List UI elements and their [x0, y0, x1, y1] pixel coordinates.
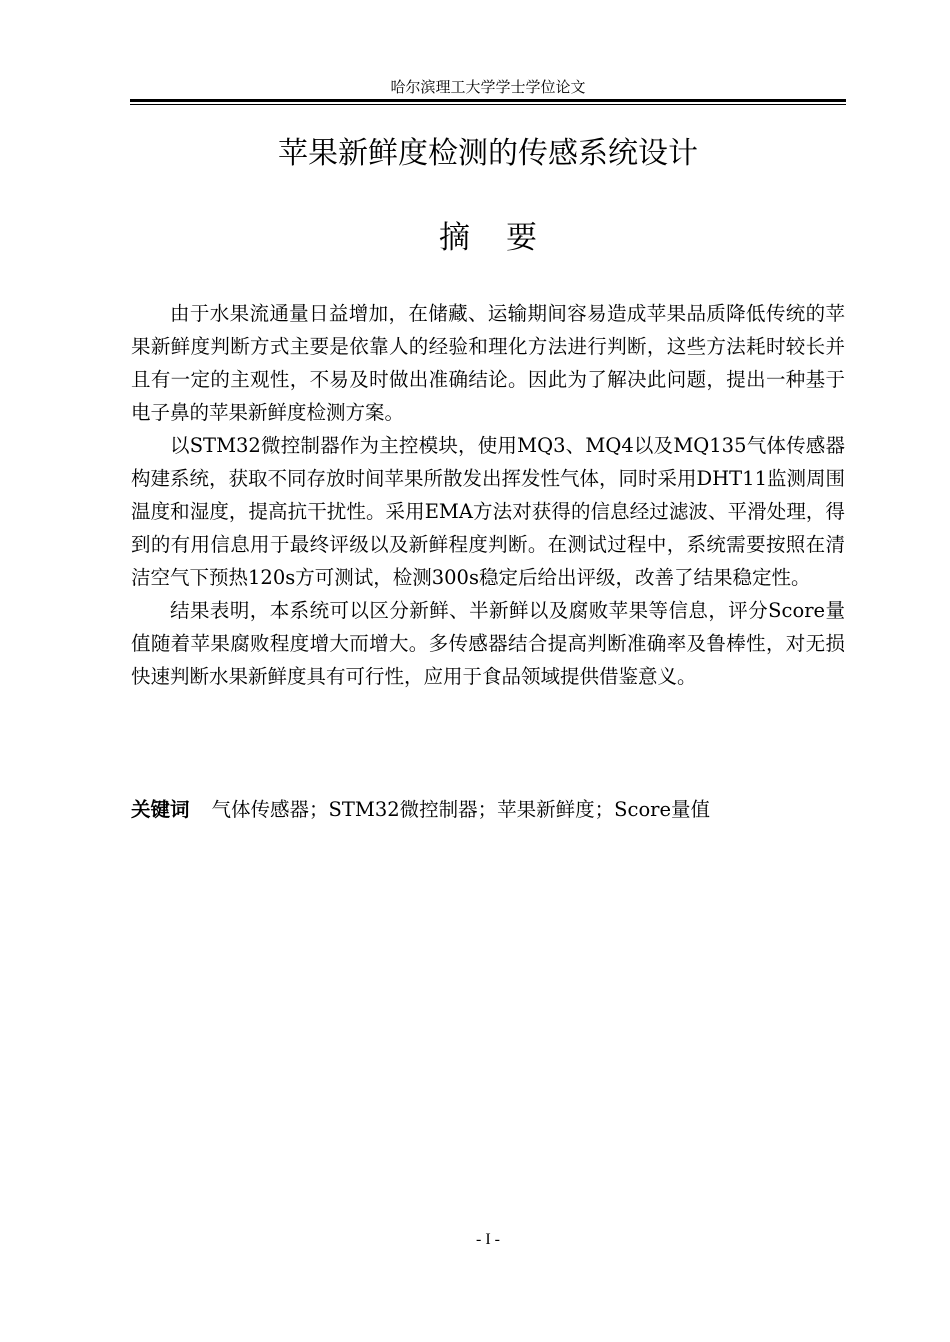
keywords-line: [131, 793, 845, 826]
keywords-label: 关键词: [131, 798, 190, 821]
header-rule-thick: [130, 99, 846, 102]
header-rule-thin: [130, 104, 846, 105]
abstract-paragraph-2: 以STM32微控制器作为主控模块，使用MQ3、MQ4以及MQ135气体传感器构建系统，获取不同存放时间苹果所散发出挥发性气体，同时采用DHT11监测周围温度和湿度，提高抗干扰性。采用EMA方法对获得的信息经过滤波、平滑处理，得到的有用信息用于最终评级以及新鲜程度判断。在测试过程中，系统需要按照在清洁空气下预热120s方可测试，检测300s稳定后给出评级，改善了结果稳定性。: [131, 434, 845, 589]
abstract-paragraph-3: 结果表明，本系统可以区分新鲜、半新鲜以及腐败苹果等信息，评分Score量值随着苹果腐败程度增大而增大。多传感器结合提高判断准确率及鲁棒性，对无损快速判断水果新鲜度具有可行性，应用于食品领域提供借鉴意义。: [131, 599, 845, 688]
abstract-body: [131, 297, 845, 693]
thesis-title: 苹果新鲜度检测的传感系统设计: [278, 136, 698, 171]
page-number: - I -: [476, 1231, 500, 1248]
abstract-heading: 摘要: [439, 220, 573, 256]
abstract-paragraph-1: 由于水果流通量日益增加，在储藏、运输期间容易造成苹果品质降低传统的苹果新鲜度判断方式主要是依靠人的经验和理化方法进行判断，这些方法耗时较长并且有一定的主观性，不易及时做出准确结论。因此为了解决此问题，提出一种基于电子鼻的苹果新鲜度检测方案。: [131, 302, 845, 424]
keywords-text: 气体传感器；STM32微控制器；苹果新鲜度；Score量值: [211, 798, 711, 821]
running-header: 哈尔滨理工大学学士学位论文: [390, 78, 586, 96]
